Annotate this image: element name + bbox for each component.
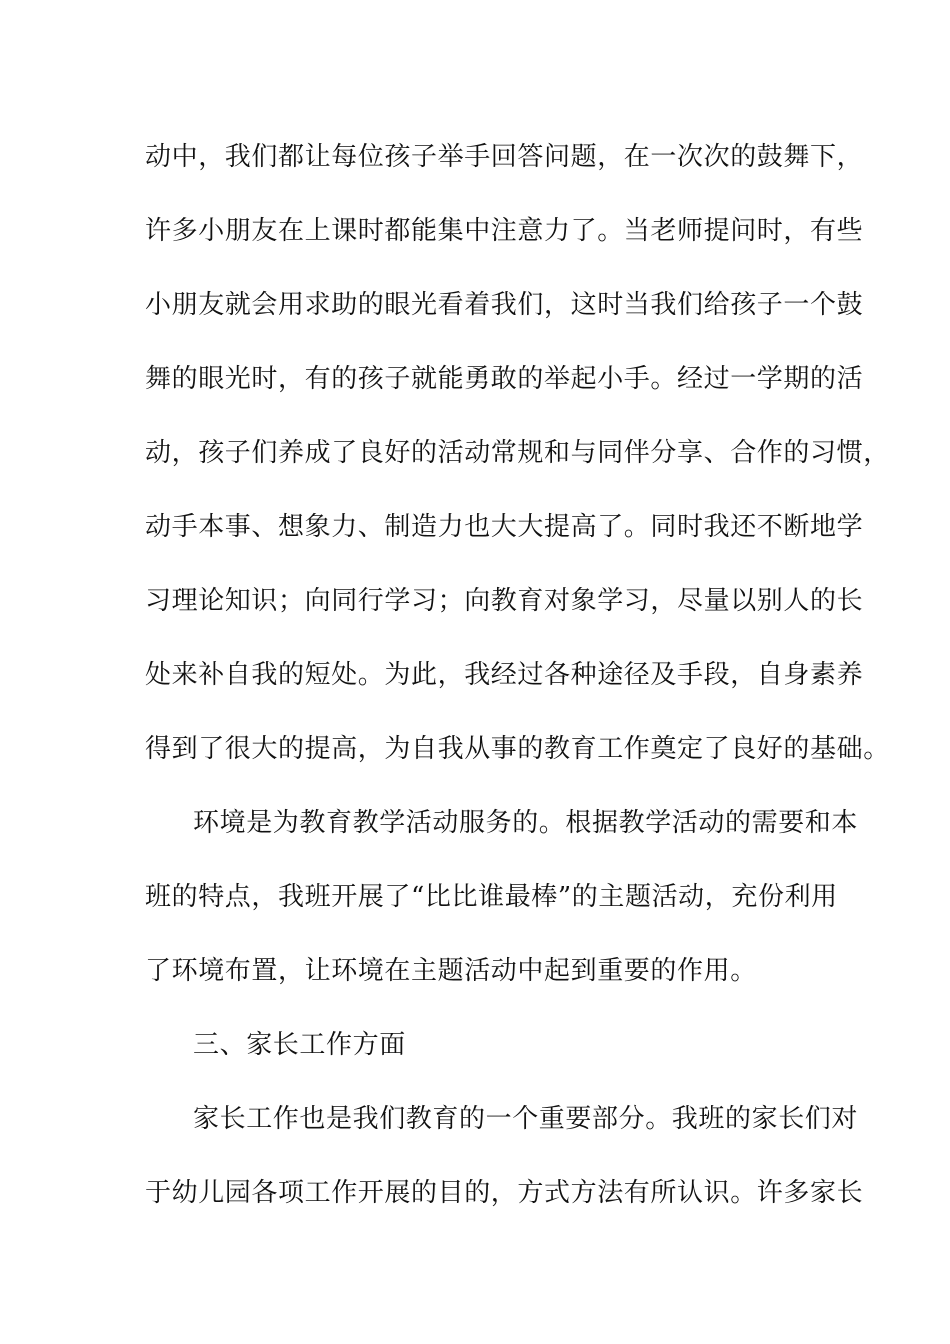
paragraph-line: 许多小朋友在上课时都能集中注意力了。当老师提问时，有些 — [145, 216, 864, 246]
paragraph-first-line: 家长工作也是我们教育的一个重要部分。我班的家长们对 — [193, 1104, 859, 1134]
paragraph-line: 动中，我们都让每位孩子举手回答问题，在一次次的鼓舞下， — [145, 142, 864, 172]
paragraph-line: 于幼儿园各项工作开展的目的，方式方法有所认识。许多家长 — [145, 1178, 864, 1208]
paragraph-line: 了环境布置，让环境在主题活动中起到重要的作用。 — [145, 956, 757, 986]
paragraph-line: 舞的眼光时，有的孩子就能勇敢的举起小手。经过一学期的活 — [145, 364, 864, 394]
paragraph-line: 习理论知识；向同行学习；向教育对象学习，尽量以别人的长 — [145, 586, 864, 616]
paragraph-line: 小朋友就会用求助的眼光看着我们，这时当我们给孩子一个鼓 — [145, 290, 864, 320]
paragraph-first-line: 环境是为教育教学活动服务的。根据教学活动的需要和本 — [193, 808, 859, 838]
paragraph-line: 班的特点，我班开展了“比比谁最棒”的主题活动，充份利用 — [145, 882, 838, 912]
paragraph-line: 动手本事、想象力、制造力也大大提高了。同时我还不断地学 — [145, 512, 864, 542]
section-heading: 三、家长工作方面 — [193, 1030, 406, 1060]
paragraph-line: 处来补自我的短处。为此，我经过各种途径及手段，自身素养 — [145, 660, 864, 690]
paragraph-line: 得到了很大的提高，为自我从事的教育工作奠定了良好的基础。 — [145, 734, 890, 764]
paragraph-line: 动，孩子们养成了良好的活动常规和与同伴分享、合作的习惯， — [145, 438, 890, 468]
